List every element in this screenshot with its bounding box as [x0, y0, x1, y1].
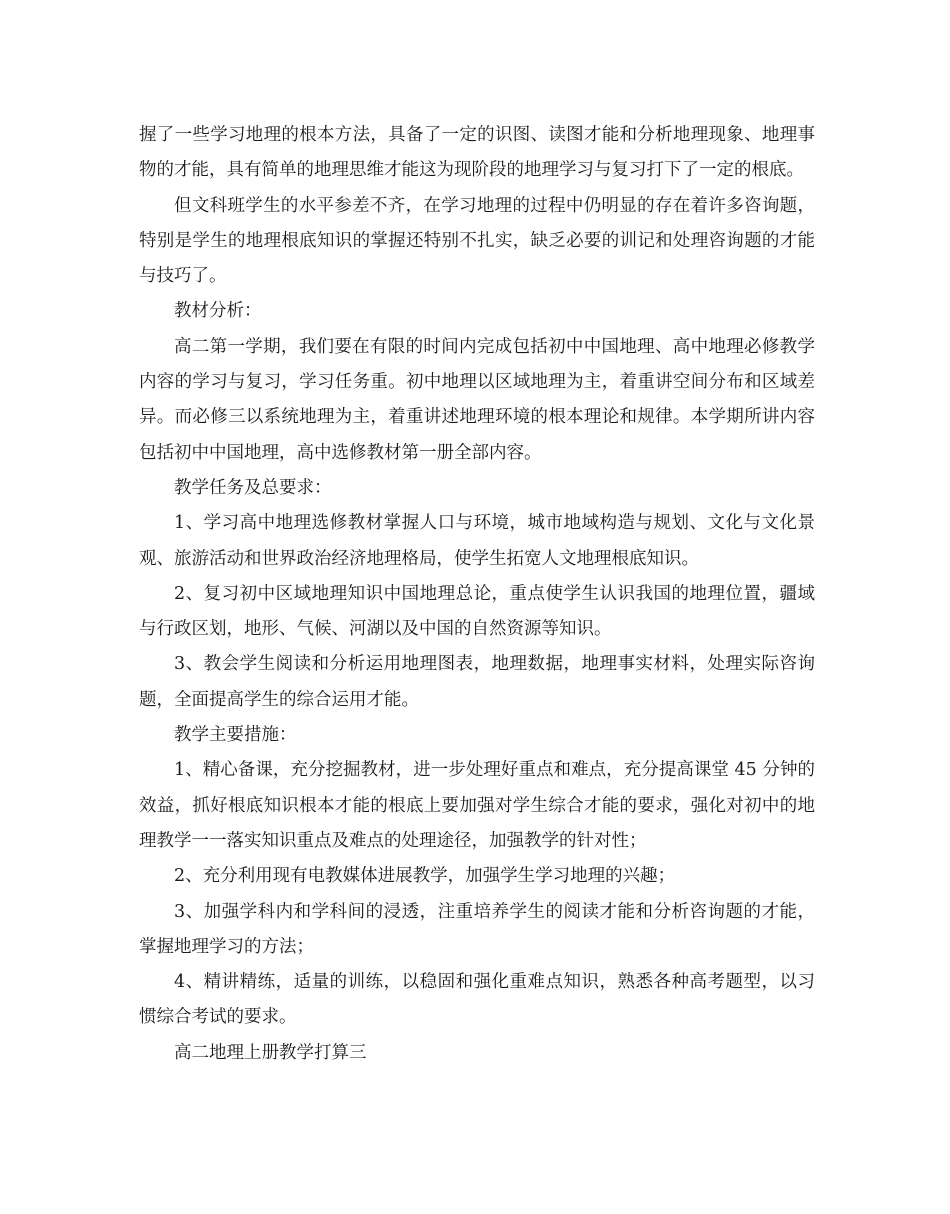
list-item-task-1: 1、学习高中地理选修教材掌握人口与环境，城市地域构造与规划、文化与文化景观、旅游活动和世界政治经济地理格局，使学生拓宽人文地理根底知识。 — [139, 513, 815, 569]
list-item-task-2: 2、复习初中区域地理知识中国地理总论，重点使学生认识我国的地理位置，疆域与行政区划，地形、气候、河湖以及中国的自然资源等知识。 — [139, 583, 815, 640]
paragraph-intro-continuation: 握了一些学习地理的根本方法，具备了一定的识图、读图才能和分析地理现象、地理事物的才能，具有简单的地理思维才能这为现阶段的地理学习与复习打下了一定的根底。 — [139, 125, 815, 181]
list-item-measure-2: 2、充分利用现有电教媒体进展教学，加强学生学习地理的兴趣； — [174, 866, 676, 887]
heading-teaching-measures: 教学主要措施： — [174, 725, 297, 746]
list-item-measure-1: 1、精心备课，充分挖掘教材，进一步处理好重点和难点，充分提高课堂 45 分钟的效益，抓好根底知识根本才能的根底上要加强对学生综合才能的要求，强化对初中的地理教学一一落实知识重点及难点的处理途径，加强教学的针对性； — [139, 760, 815, 851]
list-item-measure-3: 3、加强学科内和学科间的浸透，注重培养学生的阅读才能和分析咨询题的才能，掌握地理学习的方法； — [139, 901, 815, 957]
heading-teaching-tasks: 教学任务及总要求： — [174, 477, 332, 498]
list-item-measure-4: 4、精讲精练，适量的训练，以稳固和强化重难点知识，熟悉各种高考题型，以习惯综合考试的要求。 — [139, 972, 815, 1028]
section-title-plan-three: 高二地理上册教学打算三 — [174, 1042, 367, 1063]
paragraph-textbook-analysis: 高二第一学期，我们要在有限的时间内完成包括初中中国地理、高中地理必修教学内容的学习与复习，学习任务重。初中地理以区域地理为主，着重讲空间分布和区域差异。而必修三以系统地理为主，着重讲述地理环境的根本理论和规律。本学期所讲内容包括初中中国地理，高中选修教材第一册全部内容。 — [139, 336, 815, 463]
paragraph-student-level: 但文科班学生的水平参差不齐，在学习地理的过程中仍明显的存在着许多咨询题，特别是学生的地理根底知识的掌握还特别不扎实，缺乏必要的训记和处理咨询题的才能与技巧了。 — [139, 195, 815, 287]
heading-textbook-analysis: 教材分析： — [174, 301, 262, 322]
list-item-task-3: 3、教会学生阅读和分析运用地理图表，地理数据，地理事实材料，处理实际咨询题，全面提高学生的综合运用才能。 — [139, 654, 815, 710]
document-body — [139, 118, 815, 1071]
